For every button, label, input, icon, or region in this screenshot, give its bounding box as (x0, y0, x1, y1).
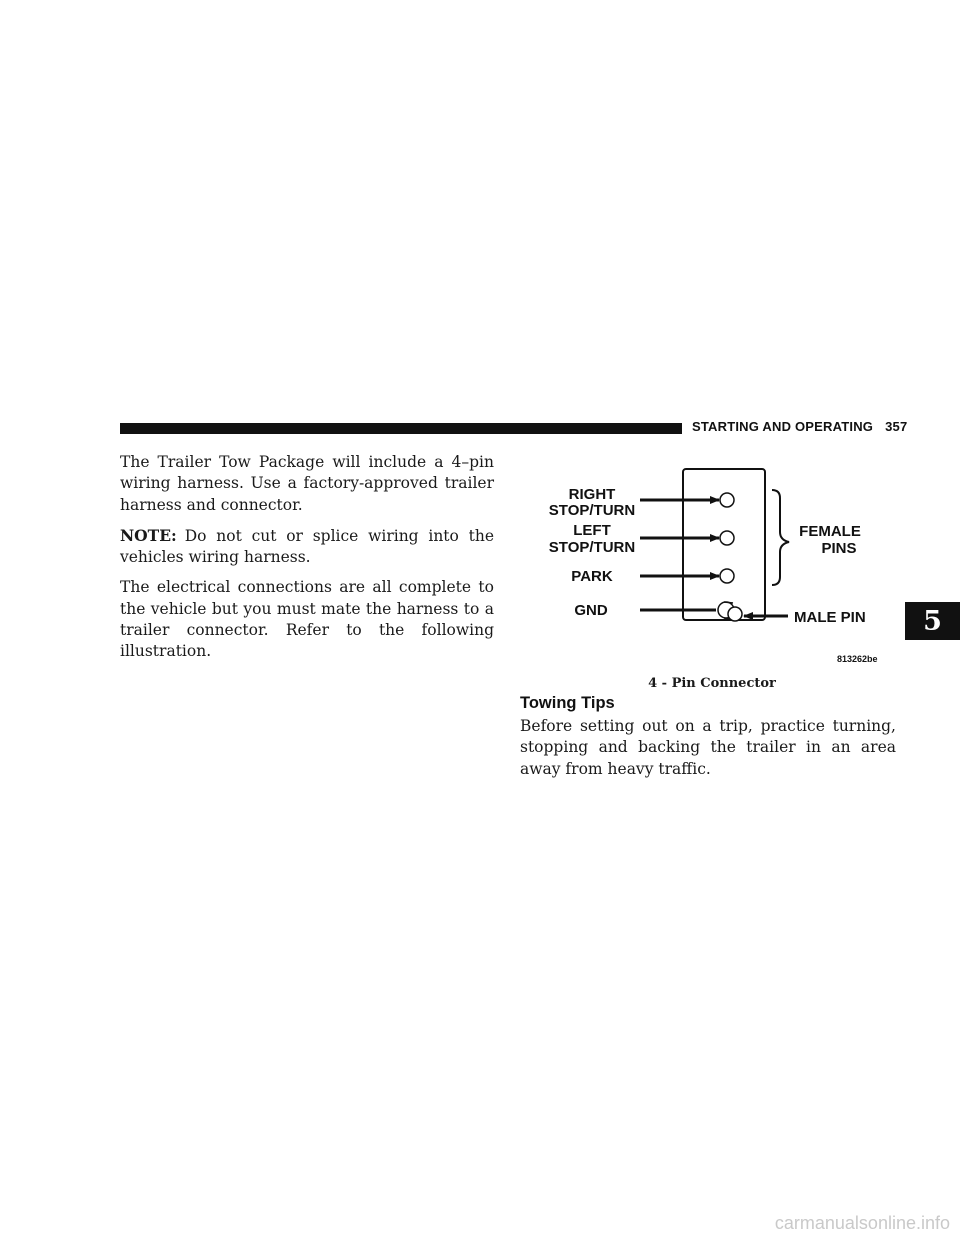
female-pins-bracket (772, 490, 789, 585)
note-paragraph (120, 525, 494, 569)
pin-right-stop-turn (720, 493, 734, 507)
figure-caption: 4 - Pin Connector (648, 676, 776, 691)
pin-park (720, 569, 734, 583)
label-left-stop-turn: STOP/TURN (548, 539, 636, 556)
pin-left-stop-turn (720, 531, 734, 545)
chapter-tab: 5 (905, 602, 960, 640)
note-text: Do not cut or splice wiring into the vehicles wiring harness. (120, 526, 494, 567)
label-female: FEMALE (799, 523, 861, 540)
running-header (692, 419, 907, 434)
towing-tips-heading: Towing Tips (520, 694, 615, 712)
connector-diagram-svg (530, 462, 902, 668)
intro-paragraph: The Trailer Tow Package will include a 4–pin wiring harness. Use a factory-approved trailer harness and connector. (120, 453, 494, 514)
left-column (120, 452, 494, 672)
page-number: 357 (885, 419, 908, 434)
label-gnd: GND (574, 602, 608, 619)
male-pin (718, 602, 742, 621)
label-female-pins: PINS (821, 540, 857, 557)
connector-diagram (530, 462, 902, 668)
label-park: PARK (571, 568, 613, 585)
label-right: RIGHT (568, 486, 616, 503)
figure-code: 813262be (837, 654, 878, 664)
header-rule (120, 423, 682, 434)
connections-paragraph: The electrical connections are all complete to the vehicle but you must mate the harness to a trailer connector. Refer to the following illustration. (120, 578, 494, 661)
label-left: LEFT (573, 522, 611, 539)
towing-tips-body: Before setting out on a trip, practice turning, stopping and backing the trailer in an area away from heavy traffic. (520, 717, 896, 778)
label-right-stop-turn: STOP/TURN (548, 502, 636, 519)
label-male-pin: MALE PIN (794, 609, 866, 626)
header-section-title: STARTING AND OPERATING (692, 419, 874, 434)
note-label: NOTE: (120, 525, 177, 545)
watermark: carmanualsonline.info (774, 1213, 950, 1233)
